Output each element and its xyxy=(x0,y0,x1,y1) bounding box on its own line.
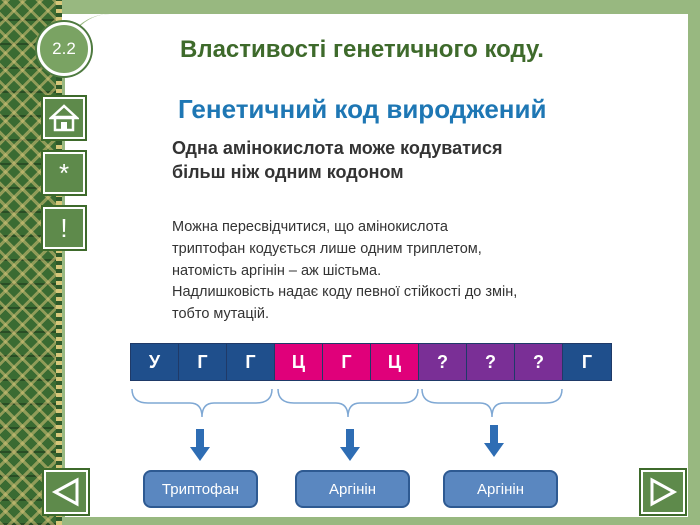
slide-number-badge: 2.2 xyxy=(37,22,91,76)
statement-line: Одна амінокислота може кодуватися xyxy=(172,138,503,158)
triangle-right-icon xyxy=(648,477,678,507)
triplet-brace xyxy=(132,389,272,417)
exclaim-label: ! xyxy=(60,212,68,243)
exclaim-button[interactable] xyxy=(43,207,85,249)
statement-text xyxy=(172,137,592,185)
body-line: тобто мутацій. xyxy=(172,306,269,322)
home-icon xyxy=(49,104,79,132)
home-button[interactable] xyxy=(43,97,85,139)
next-slide-button[interactable] xyxy=(641,470,685,514)
codon-cell: Г xyxy=(227,344,275,380)
body-line: Надлишковість надає коду певної стійкості до змін, xyxy=(172,284,518,301)
arrow-down-icon xyxy=(190,429,210,461)
down-arrows xyxy=(190,425,510,465)
triangle-left-icon xyxy=(51,477,81,507)
codon-row xyxy=(130,343,612,381)
codon-cell: ? xyxy=(515,344,563,380)
body-line: триптофан кодується лише одним триплетом, xyxy=(172,240,482,257)
amino-acid-box: Аргінін xyxy=(443,470,558,508)
right-frame-bar xyxy=(688,0,700,525)
body-text xyxy=(172,217,622,326)
page-subtitle: Генетичний код вироджений xyxy=(178,94,547,124)
amino-acid-box: Триптофан xyxy=(143,470,258,508)
body-line: Можна пересвідчитися, що амінокислота xyxy=(172,219,448,235)
amino-acid-box: Аргінін xyxy=(295,470,410,508)
ornament-border xyxy=(0,0,62,525)
codon-cell: Ц xyxy=(275,344,323,380)
arrow-down-icon xyxy=(484,425,504,457)
codon-cell: ? xyxy=(419,344,467,380)
page-title: Властивості генетичного коду. xyxy=(180,36,544,63)
codon-cell: Г xyxy=(179,344,227,380)
body-line: натомість аргінін – аж шістьма. xyxy=(172,262,382,279)
triplet-brace xyxy=(278,389,418,417)
asterisk-button[interactable] xyxy=(43,152,85,194)
triplet-brace xyxy=(422,389,562,417)
codon-cell: Г xyxy=(323,344,371,380)
codon-cell: Г xyxy=(563,344,611,380)
asterisk-label: * xyxy=(58,157,70,188)
top-frame-bar xyxy=(62,0,700,14)
codon-cell: Ц xyxy=(371,344,419,380)
prev-slide-button[interactable] xyxy=(44,470,88,514)
codon-cell: ? xyxy=(467,344,515,380)
codon-cell: У xyxy=(131,344,179,380)
arrow-down-icon xyxy=(340,429,360,461)
statement-line: більш ніж одним кодоном xyxy=(172,161,404,182)
bottom-frame-bar xyxy=(62,517,700,525)
triplet-braces xyxy=(128,383,568,423)
